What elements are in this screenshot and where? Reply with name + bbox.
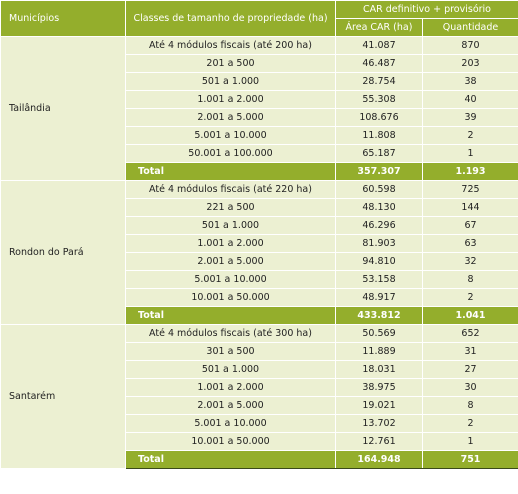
area-cell: 46.296 — [336, 217, 423, 235]
quantidade-cell: 31 — [423, 343, 518, 361]
total-label: Total — [126, 307, 336, 325]
quantidade-cell: 2 — [423, 127, 518, 145]
total-label: Total — [126, 451, 336, 469]
area-cell: 28.754 — [336, 73, 423, 91]
classe-cell: 1.001 a 2.000 — [126, 91, 336, 109]
total-quantidade: 1.193 — [423, 163, 518, 181]
quantidade-cell: 32 — [423, 253, 518, 271]
total-area: 357.307 — [336, 163, 423, 181]
area-cell: 48.917 — [336, 289, 423, 307]
header-area: Área CAR (ha) — [336, 19, 423, 37]
classe-cell: 2.001 a 5.000 — [126, 253, 336, 271]
quantidade-cell: 2 — [423, 289, 518, 307]
classe-cell: 1.001 a 2.000 — [126, 379, 336, 397]
area-cell: 65.187 — [336, 145, 423, 163]
header-group: CAR definitivo + provisório — [336, 1, 518, 19]
classe-cell: 5.001 a 10.000 — [126, 127, 336, 145]
quantidade-cell: 30 — [423, 379, 518, 397]
quantidade-cell: 1 — [423, 145, 518, 163]
area-cell: 11.889 — [336, 343, 423, 361]
municipio-name: Santarém — [1, 325, 126, 469]
area-cell: 12.761 — [336, 433, 423, 451]
quantidade-cell: 8 — [423, 397, 518, 415]
classe-cell: 10.001 a 50.000 — [126, 289, 336, 307]
quantidade-cell: 144 — [423, 199, 518, 217]
area-cell: 108.676 — [336, 109, 423, 127]
quantidade-cell: 63 — [423, 235, 518, 253]
quantidade-cell: 2 — [423, 415, 518, 433]
total-quantidade: 1.041 — [423, 307, 518, 325]
header-quantidade: Quantidade — [423, 19, 518, 37]
total-area: 164.948 — [336, 451, 423, 469]
table-row — [1, 325, 518, 343]
table-row — [1, 181, 518, 199]
classe-cell: 5.001 a 10.000 — [126, 271, 336, 289]
classe-cell: 10.001 a 50.000 — [126, 433, 336, 451]
classe-cell: 501 a 1.000 — [126, 361, 336, 379]
area-cell: 41.087 — [336, 37, 423, 55]
classe-cell: Até 4 módulos fiscais (até 300 ha) — [126, 325, 336, 343]
classe-cell: 50.001 a 100.000 — [126, 145, 336, 163]
area-cell: 19.021 — [336, 397, 423, 415]
classe-cell: 501 a 1.000 — [126, 217, 336, 235]
quantidade-cell: 725 — [423, 181, 518, 199]
classe-cell: Até 4 módulos fiscais (até 220 ha) — [126, 181, 336, 199]
table-body — [1, 37, 518, 469]
classe-cell: Até 4 módulos fiscais (até 200 ha) — [126, 37, 336, 55]
classe-cell: 5.001 a 10.000 — [126, 415, 336, 433]
quantidade-cell: 38 — [423, 73, 518, 91]
municipio-name: Rondon do Pará — [1, 181, 126, 325]
municipio-name: Tailândia — [1, 37, 126, 181]
classe-cell: 1.001 a 2.000 — [126, 235, 336, 253]
total-label: Total — [126, 163, 336, 181]
header-classes: Classes de tamanho de propriedade (ha) — [126, 1, 336, 37]
quantidade-cell: 203 — [423, 55, 518, 73]
area-cell: 81.903 — [336, 235, 423, 253]
total-area: 433.812 — [336, 307, 423, 325]
classe-cell: 2.001 a 5.000 — [126, 397, 336, 415]
area-cell: 13.702 — [336, 415, 423, 433]
area-cell: 18.031 — [336, 361, 423, 379]
area-cell: 11.808 — [336, 127, 423, 145]
area-cell: 38.975 — [336, 379, 423, 397]
area-cell: 48.130 — [336, 199, 423, 217]
quantidade-cell: 8 — [423, 271, 518, 289]
area-cell: 55.308 — [336, 91, 423, 109]
area-cell: 53.158 — [336, 271, 423, 289]
header-municipios: Municípios — [1, 1, 126, 37]
quantidade-cell: 27 — [423, 361, 518, 379]
quantidade-cell: 39 — [423, 109, 518, 127]
quantidade-cell: 652 — [423, 325, 518, 343]
area-cell: 46.487 — [336, 55, 423, 73]
quantidade-cell: 67 — [423, 217, 518, 235]
area-cell: 60.598 — [336, 181, 423, 199]
quantidade-cell: 40 — [423, 91, 518, 109]
table-row — [1, 37, 518, 55]
classe-cell: 501 a 1.000 — [126, 73, 336, 91]
area-cell: 50.569 — [336, 325, 423, 343]
quantidade-cell: 1 — [423, 433, 518, 451]
area-cell: 94.810 — [336, 253, 423, 271]
quantidade-cell: 870 — [423, 37, 518, 55]
classe-cell: 301 a 500 — [126, 343, 336, 361]
total-quantidade: 751 — [423, 451, 518, 469]
classe-cell: 221 a 500 — [126, 199, 336, 217]
classe-cell: 201 a 500 — [126, 55, 336, 73]
classe-cell: 2.001 a 5.000 — [126, 109, 336, 127]
